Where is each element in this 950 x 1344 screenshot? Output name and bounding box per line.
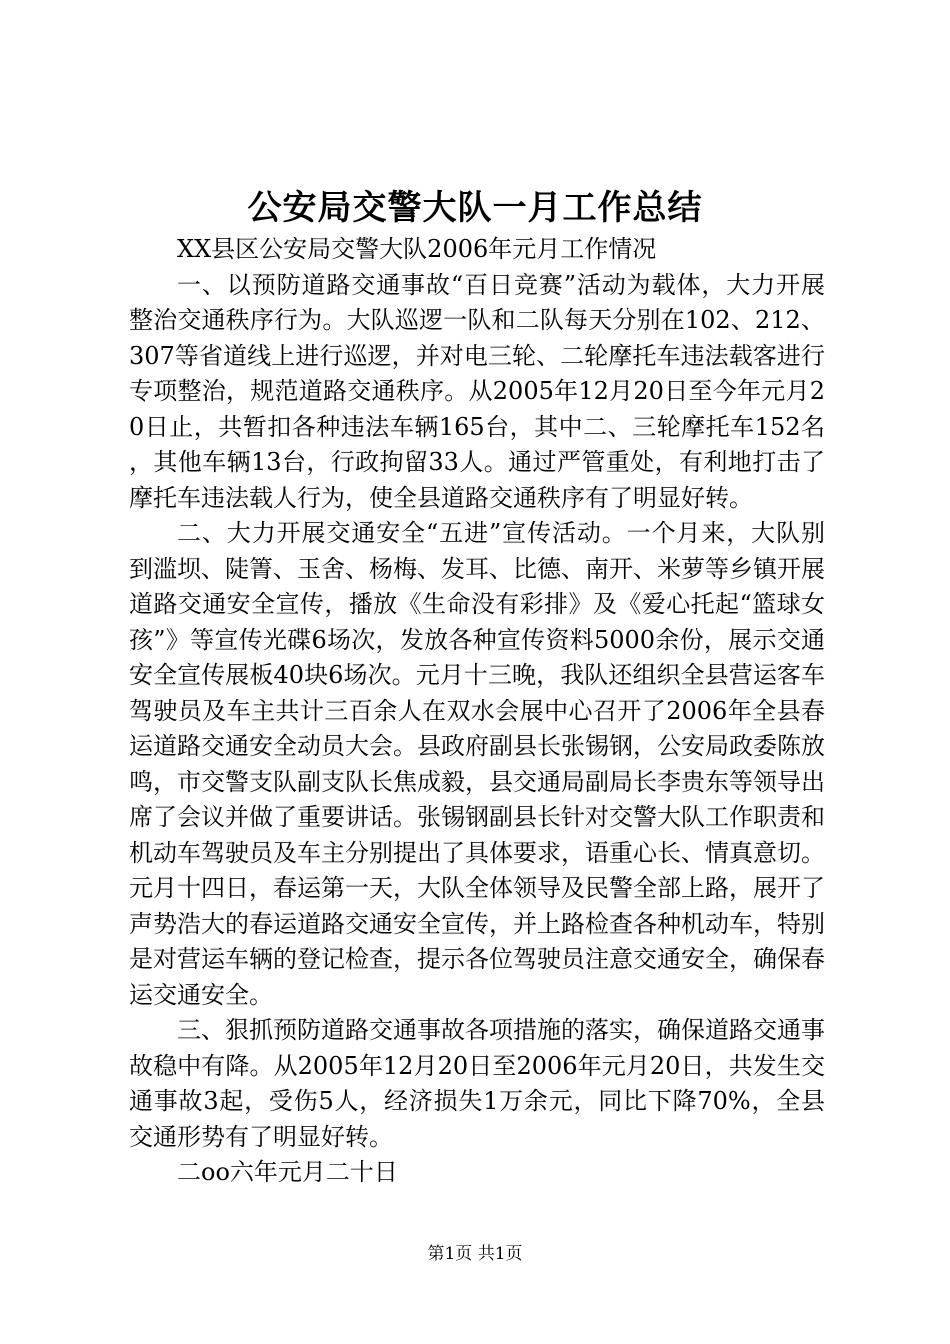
document-title: 公安局交警大队一月工作总结 <box>247 188 703 228</box>
document-body <box>129 232 825 1191</box>
document-date: 二oo六年元月二十日 <box>177 1158 398 1186</box>
page-number-footer: 第1页 共1页 <box>427 1244 523 1264</box>
body-intro-line: XX县区公安局交警大队2006年元月工作情况 <box>177 235 657 263</box>
body-paragraph-3: 三、狠抓预防道路交通事故各项措施的落实，确保道路交通事故稳中有降。从2005年12月20日至2006年元月20日，共发生交通事故3起，受伤5人，经济损失1万余元，同比下降70%，全县交通形势有了明显好转。 <box>129 1016 825 1151</box>
body-paragraph-1: 一、以预防道路交通事故“百日竞赛”活动为载体，大力开展整治交通秩序行为。大队巡逻一队和二队每天分别在102、212、307等省道线上进行巡逻，并对电三轮、二轮摩托车违法载客进行专项整治，规范道路交通秩序。从2005年12月20日至今年元月20日止，共暂扣各种违法车辆165台，其中二、三轮摩托车152名，其他车辆13台，行政拘留33人。通过严管重处，有利地打击了摩托车违法载人行为，使全县道路交通秩序有了明显好转。 <box>129 270 825 512</box>
body-paragraph-2: 二、大力开展交通安全“五进”宣传活动。一个月来，大队别到滥坝、陡箐、玉舍、杨梅、发耳、比德、南开、米萝等乡镇开展道路交通安全宣传，播放《生命没有彩排》及《爱心托起“篮球女孩”》等宣传光碟6场次，发放各种宣传资料5000余份，展示交通安全宣传展板40块6场次。元月十三晚，我队还组织全县营运客车驾驶员及车主共计三百余人在双水会展中心召开了2006年全县春运道路交通安全动员大会。县政府副县长张锡钢，公安局政委陈放鸣，市交警支队副支队长焦成毅，县交通局副局长李贵东等领导出席了会议并做了重要讲话。张锡钢副县长针对交警大队工作职责和机动车驾驶员及车主分别提出了具体要求，语重心长、情真意切。元月十四日，春运第一天，大队全体领导及民警全部上路，展开了声势浩大的春运道路交通安全宣传，并上路检查各种机动车，特别是对营运车辆的登记检查，提示各位驾驶员注意交通安全，确保春运交通安全。 <box>129 519 825 1009</box>
